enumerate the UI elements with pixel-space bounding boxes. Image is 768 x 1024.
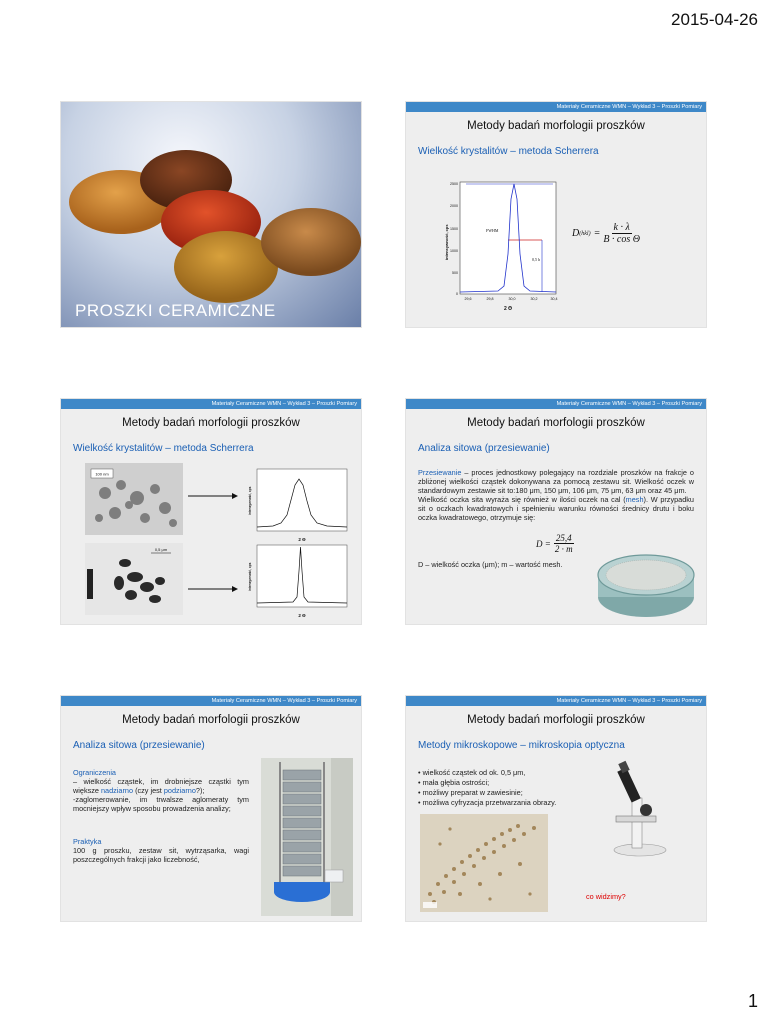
slide-subtitle: Metody mikroskopowe – mikroskopia optyczna (418, 740, 625, 751)
y-tick: 500 (452, 271, 458, 275)
sieve-photo (596, 539, 696, 624)
practice-text: Praktyka 100 g proszku, zestaw sit, wytrząsarka, wagi poszczególnych frakcji jako liczebność, (73, 837, 249, 864)
formula-sub: (hkl) (579, 230, 591, 237)
formula-denominator: B · cos Θ (603, 234, 640, 245)
slide-sieve-analysis (406, 399, 706, 624)
scale-bar-label: 0,5 μm (154, 547, 168, 552)
arrow-icon (188, 585, 238, 593)
slide-subtitle: Wielkość krystalitów – metoda Scherrera (418, 146, 599, 157)
tem-image-nanoparticles (85, 463, 183, 535)
x-axis-label: 2 Θ (298, 537, 306, 542)
formula-numerator: k · λ (613, 222, 630, 233)
arrow-icon (188, 492, 238, 500)
page-date: 2015-04-26 (671, 10, 758, 29)
term-mesh: mesh (625, 495, 644, 504)
slide-header-bar: Materiały Ceramiczne WMN – Wykład 3 – Proszki Pomiary (61, 696, 361, 706)
tem-image-microparticles (85, 543, 183, 615)
slide-header-bar: Materiały Ceramiczne WMN – Wykład 3 – Proszki Pomiary (61, 399, 361, 409)
slide-sieve-limitations (61, 696, 361, 921)
xrd-sharp-peak-chart (243, 541, 353, 621)
y-tick: 0 (456, 292, 458, 296)
formula-lhs: D (572, 228, 580, 239)
slide-subtitle: Analiza sitowa (przesiewanie) (73, 740, 205, 751)
page-number: 1 (747, 991, 758, 1011)
microscope-icon (602, 758, 672, 858)
limitations-text: Ograniczenia – wielkość cząstek, im drobniejsze cząstki tym większe nadziarno (czy jest podziarno?); -zaglomerowanie, im trwalsze aglomeraty tym mocniejszy wpływ sposobu prowadzenia analizy; (73, 768, 249, 813)
x-tick: 30,0 (508, 297, 516, 301)
slide-header-bar: Materiały Ceramiczne WMN – Wykład 3 – Proszki Pomiary (406, 399, 706, 409)
mesh-formula (536, 533, 574, 554)
heading-ograniczenia: Ograniczenia (73, 768, 116, 777)
slide-subtitle: Wielkość krystalitów – metoda Scherrera (73, 443, 254, 454)
slide-scherrer (406, 102, 706, 327)
slide-title: Metody badań morfologii proszków (467, 120, 645, 132)
x-tick: 30,2 (530, 297, 538, 301)
x-axis-label: 2 Θ (503, 306, 513, 312)
fwhm-label: FWHM (486, 228, 499, 233)
powder-piles-image (61, 102, 361, 327)
formula-denominator: 2 · m (554, 544, 573, 554)
slide-subtitle: Analiza sitowa (przesiewanie) (418, 443, 550, 454)
slide-title: Metody badań morfologii proszków (467, 714, 645, 726)
cover-title: PROSZKI CERAMICZNE (75, 301, 276, 320)
term-nadziarno: nadziarno (100, 786, 134, 795)
slide-title: Metody badań morfologii proszków (122, 417, 300, 429)
x-axis-label: 2 Θ (298, 613, 306, 618)
slide-header-bar: Materiały Ceramiczne WMN – Wykład 3 – Proszki Pomiary (406, 102, 706, 112)
y-axis-label: intensywność, cps (444, 224, 449, 260)
x-tick: 29,6 (464, 297, 472, 301)
x-tick: 30,4 (550, 297, 558, 301)
sieve-shaker-photo (261, 758, 353, 916)
slide-cover (61, 102, 361, 327)
slide-header-bar: Materiały Ceramiczne WMN – Wykład 3 – Proszki Pomiary (406, 696, 706, 706)
list-item: • możliwa cyfryzacja przetwarzania obrazy. (418, 798, 557, 807)
term-przesiewanie: Przesiewanie (418, 468, 462, 477)
heading-praktyka: Praktyka (73, 837, 102, 846)
formula-lhs: D = (536, 538, 551, 549)
optical-micrograph (420, 814, 548, 912)
half-height-label: 0,5 h (532, 257, 540, 262)
x-tick: 29,8 (486, 297, 494, 301)
list-item: • wielkość cząstek od ok. 0,5 μm, (418, 768, 526, 777)
question-text: co widzimy? (586, 892, 626, 901)
y-axis-label: intensywność, cps (248, 486, 252, 515)
slide-title: Metody badań morfologii proszków (122, 714, 300, 726)
xrd-broad-peak-chart (243, 465, 353, 545)
slide-title: Metody badań morfologii proszków (467, 417, 645, 429)
slide-scherrer-examples (61, 399, 361, 624)
sieving-paragraph: Przesiewanie – proces jednostkowy polegający na rozdziale proszków na frakcje o zbliżonej wielkości cząstek dokonywana za pomocą zestawu sit. Wielkość oczek w standardowym zestawie sit to:180 μm, 150 μm, 106 μm, 75 μm, 63 μm oraz 45 μm. Wielkość oczka sita wyraża się również w ilości oczek na cal (mesh). W przypadku sit o oczkach kwadratowych i spełnieniu warunku równości średnicy drutu i boku oczka kwadratowego, otrzymuje się: (418, 468, 694, 522)
formula-note: D – wielkość oczka (μm); m – wartość mesh. (418, 560, 563, 569)
y-tick: 1500 (450, 227, 458, 231)
y-tick: 2500 (450, 182, 458, 186)
slide-optical-microscopy (406, 696, 706, 921)
list-item: • mała głębia ostrości; (418, 778, 490, 787)
term-podziarno: podziarno (163, 786, 196, 795)
y-tick: 1000 (450, 249, 458, 253)
scale-bar-label: 100 nm (95, 471, 109, 477)
formula-numerator: 25,4 (555, 533, 572, 543)
y-tick: 2000 (450, 204, 458, 208)
y-axis-label: intensywność, cps (248, 562, 252, 591)
list-item: • możliwy preparat w zawiesinie; (418, 788, 523, 797)
microscopy-bullets (418, 768, 598, 808)
xrd-peak-chart (438, 174, 563, 319)
scherrer-formula: D (hkl) = $\frac{k \cdot \lambda}{\text{B · cos Θ}}$ (572, 222, 640, 245)
